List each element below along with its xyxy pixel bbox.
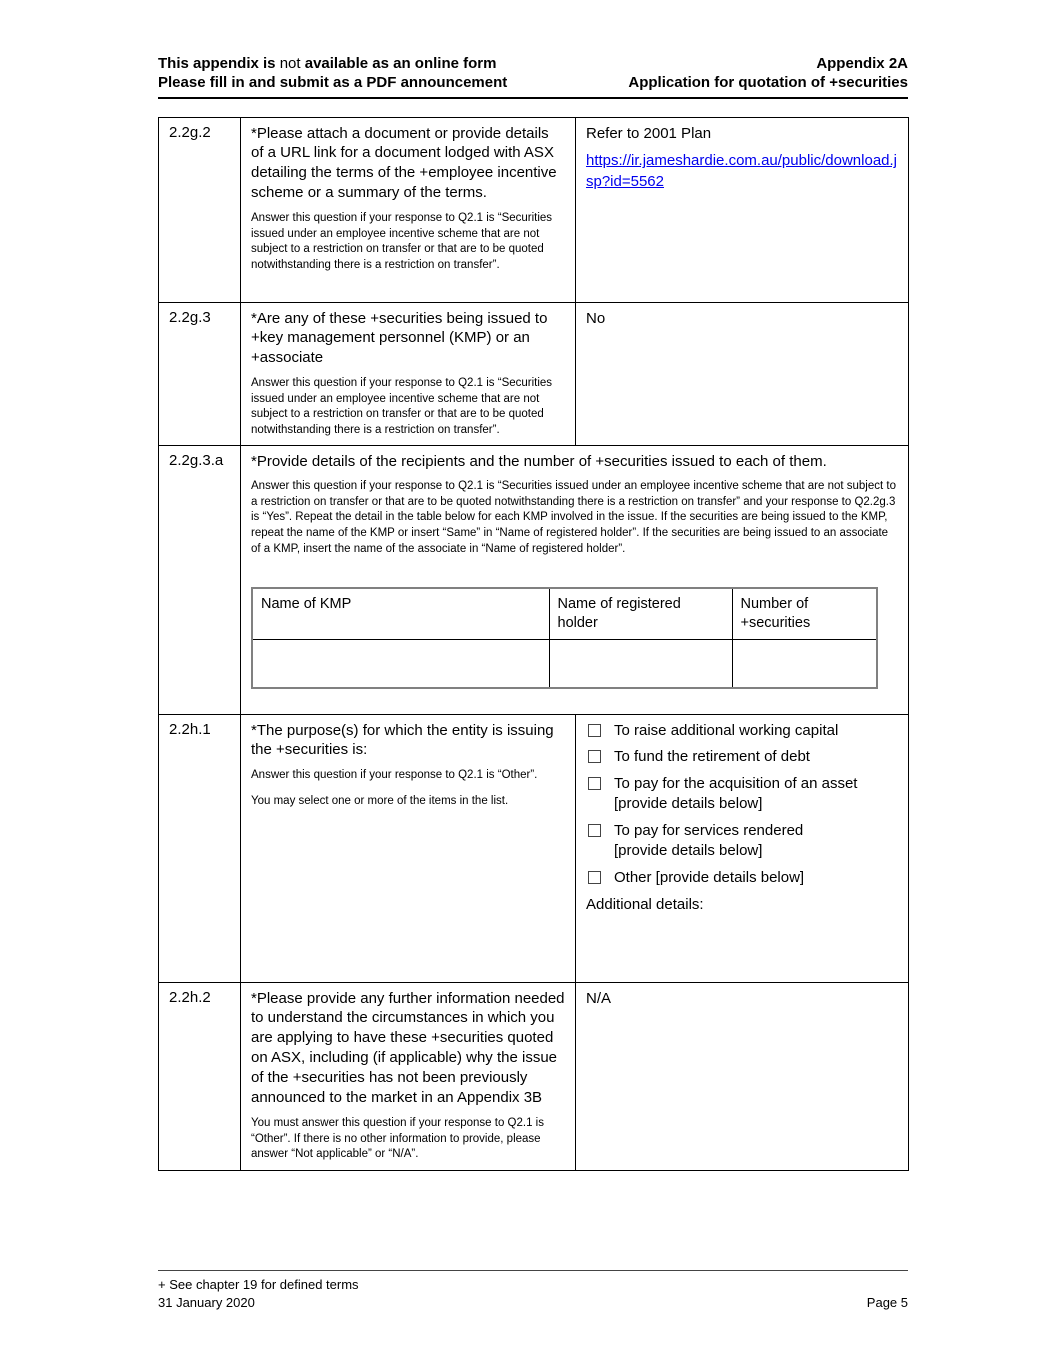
registered-holder-cell — [549, 639, 732, 688]
question-number: 2.2g.3 — [159, 302, 241, 445]
number-securities-cell — [732, 639, 877, 688]
question-number: 2.2g.2 — [159, 117, 241, 302]
table-row — [159, 982, 909, 1170]
additional-details-label: Additional details: — [586, 896, 704, 914]
question-text: *Provide details of the recipients and the number of +securities issued to each of them. — [251, 452, 827, 470]
question-number: 2.2h.2 — [159, 982, 241, 1170]
document-link[interactable]: https://ir.jameshardie.com.au/public/download.jsp?id=5562 — [586, 152, 898, 190]
checkbox-label: To pay for services rendered — [614, 822, 804, 840]
form-table — [158, 117, 909, 1171]
question-note-2: You may select one or more of the items in the list. — [251, 794, 509, 807]
question-note: Answer this question if your response to Q2.1 is “Securities issued under an employee incentive scheme that are not subject to a restriction on transfer or that are to be quoted notwithstanding there is a restriction on transfer”. — [251, 212, 553, 271]
header-left-line1-pre: This appendix is — [158, 55, 280, 72]
kmp-table-header-row — [252, 588, 877, 639]
checkbox-option — [586, 721, 898, 741]
question-text: *Are any of these +securities being issued to +key management personnel (KMP) or an +associate — [251, 309, 548, 367]
table-row — [159, 445, 909, 714]
header-left — [158, 55, 507, 93]
checkbox-label: To fund the retirement of debt — [614, 748, 810, 766]
appendix-subtitle: Application for quotation of +securities — [628, 73, 908, 91]
question-number: 2.2g.3.a — [159, 445, 241, 714]
kmp-table-empty-row — [252, 639, 877, 688]
checkbox-label: Other [provide details below] — [614, 869, 805, 887]
footer-date: 31 January 2020 — [158, 1294, 255, 1310]
question-text: *Please provide any further information needed to understand the circumstances in which you are applying to have these +securities quoted on ASX, including (if applicable) why the issue of the +securities has not been previously announced to the market in an Appendix 3B — [251, 989, 565, 1107]
checkbox-option — [586, 774, 898, 814]
answer-cell — [576, 714, 909, 982]
checkbox-label: To pay for the acquisition of an asset — [614, 775, 858, 793]
answer-text: N/A — [586, 989, 612, 1007]
answer-cell — [576, 117, 909, 302]
checkbox-option — [586, 868, 898, 888]
answer-cell — [576, 982, 909, 1170]
footer-page-number: Page 5 — [866, 1294, 908, 1310]
question-cell — [241, 302, 576, 445]
checkbox-label-line2: [provide details below] — [614, 795, 763, 813]
question-number: 2.2h.1 — [159, 714, 241, 982]
question-text: *Please attach a document or provide details of a URL link for a document lodged with ASX detailing the terms of the +employee incentive scheme or a summary of the terms. — [251, 124, 557, 202]
question-note: Answer this question if your response to Q2.1 is “Securities issued under an employee incentive scheme that are not subject to a restriction on transfer or that are to be quoted notwithstanding there is a restriction on transfer” and your response to Q2.2g.3 is “Yes”. Repeat the detail in the table below for each KMP involved in the issue. If the securities are being issued to the KMP, repeat the name of the KMP or insert “Same” in “Name of registered holder”. If the securities are being issued to an associate of a KMP, insert the name of the associate in “Name of registered holder”. — [251, 480, 896, 555]
question-cell — [241, 117, 576, 302]
checkbox-label: To raise additional working capital — [614, 721, 839, 739]
header-left-line1-not: not — [279, 55, 301, 72]
question-note: Answer this question if your response to Q2.1 is “Securities issued under an employee incentive scheme that are not subject to a restriction on transfer or that are to be quoted notwithstanding there is a restriction on transfer”. — [251, 377, 553, 436]
question-note: Answer this question if your response to Q2.1 is “Other”. — [251, 769, 538, 782]
answer-cell — [576, 302, 909, 445]
table-row — [159, 714, 909, 982]
kmp-table — [251, 587, 878, 689]
answer-text: Refer to 2001 Plan — [586, 124, 712, 142]
footer-defined-terms: + See chapter 19 for defined terms — [158, 1277, 359, 1292]
page-footer — [158, 1270, 908, 1311]
question-text: *The purpose(s) for which the entity is issuing the +securities is: — [251, 721, 554, 759]
number-securities-header: Number of +securities — [732, 588, 877, 639]
appendix-title: Appendix 2A — [816, 55, 908, 72]
header-left-line1-post: available as an online form — [300, 55, 497, 72]
footer-divider — [158, 1270, 908, 1271]
checkbox-icon[interactable] — [588, 871, 601, 884]
table-row — [159, 302, 909, 445]
checkbox-label-line2: [provide details below] — [614, 842, 763, 860]
header-left-line2: Please fill in and submit as a PDF announcement — [158, 73, 508, 91]
kmp-name-cell — [252, 639, 549, 688]
checkbox-icon[interactable] — [588, 750, 601, 763]
kmp-name-header: Name of KMP — [252, 588, 549, 639]
question-cell — [241, 714, 576, 982]
checkbox-icon[interactable] — [588, 777, 601, 790]
table-row — [159, 117, 909, 302]
question-cell — [241, 982, 576, 1170]
checkbox-icon[interactable] — [588, 724, 601, 737]
checkbox-icon[interactable] — [588, 824, 601, 837]
question-cell-wide — [241, 445, 909, 714]
header-left-line1 — [158, 55, 507, 74]
question-note: You must answer this question if your response to Q2.1 is “Other”. If there is no other information to provide, please answer “Not applicable” or “N/A”. — [251, 1117, 544, 1161]
registered-holder-header: Name of registered holder — [549, 588, 732, 639]
checkbox-option — [586, 821, 898, 861]
answer-text: No — [586, 309, 606, 327]
checkbox-option — [586, 747, 898, 767]
page-header — [158, 55, 908, 99]
header-right — [628, 55, 908, 93]
page-content — [158, 0, 908, 1171]
